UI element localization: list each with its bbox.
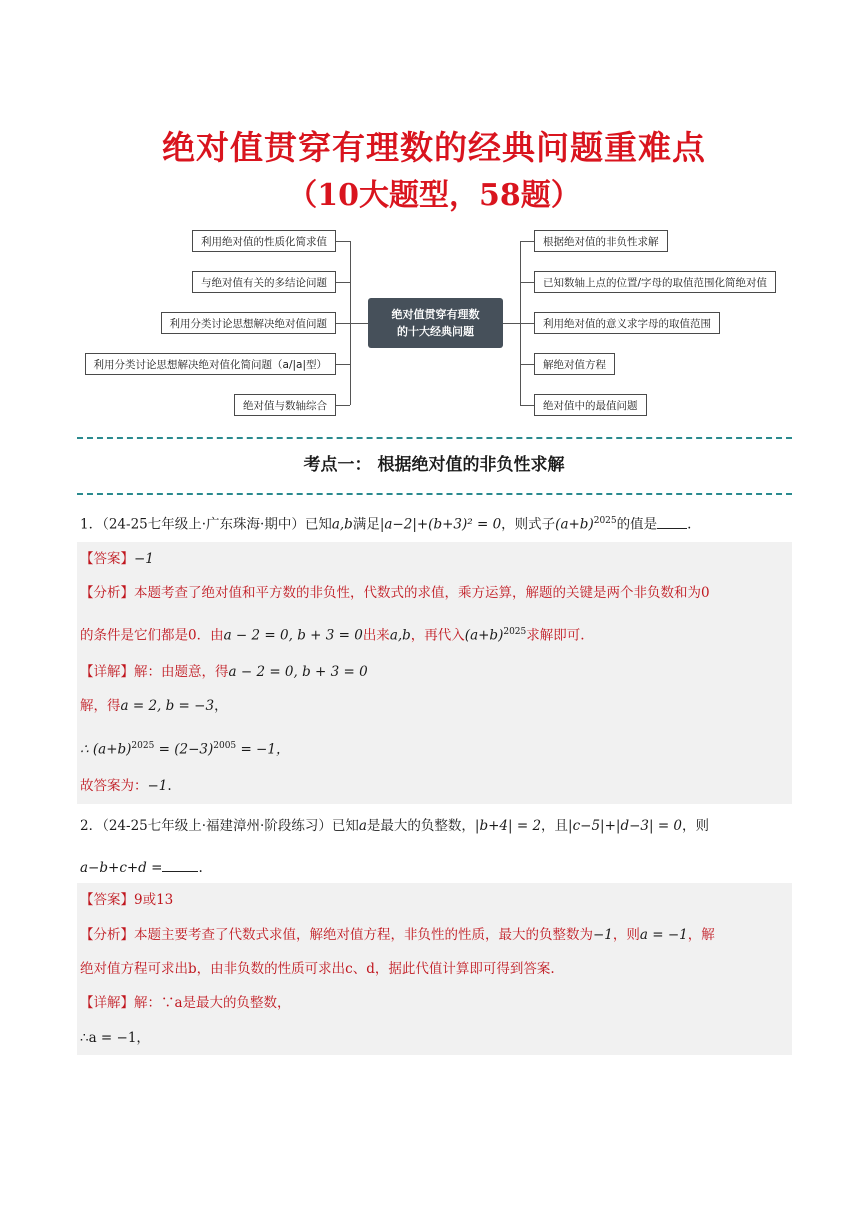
mindmap-right-node-4: 解绝对值方程 [534, 353, 615, 375]
mindmap-left-node-2: 与绝对值有关的多结论问题 [192, 271, 336, 293]
q1-detail-line-3: ∴ $(a+b)^{2025} = (2-3)^{2005} = -1$， [80, 741, 290, 758]
q1-detail-line-1: 【详解】解：由题意，得a − 2 = 0, b + 3 = 0 [80, 664, 368, 680]
question-1: 1．（24-25七年级上·广东珠海·期中）已知a,b满足|a−2|+(b+3)² = 0，则式子$(a+b)^{2025}$的值是 . [80, 516, 692, 533]
mindmap-right-node-3: 利用绝对值的意义求字母的取值范围 [534, 312, 720, 334]
page-title: 绝对值贯穿有理数的经典问题重难点 [162, 128, 706, 167]
section-title: 考点一： 根据绝对值的非负性求解 [303, 455, 565, 475]
mindmap-center-line-2: 的十大经典问题 [397, 325, 474, 338]
q1-analysis-line-1: 【分析】本题考查了绝对值和平方数的非负性，代数式的求值，乘方运算，解题的关键是两个非负数和为0 [80, 585, 710, 601]
q1-answer: 【答案】−1 [80, 551, 154, 567]
q2-analysis-line-2: 绝对值方程可求出b，由非负数的性质可求出c、d，据此代值计算即可得到答案. [80, 961, 555, 977]
q1-detail-line-4: 故答案为：−1. [80, 778, 172, 794]
mindmap-left-node-5: 绝对值与数轴综合 [234, 394, 336, 416]
mindmap-center-line-1: 绝对值贯穿有理数 [391, 308, 480, 321]
question-2-line-2: a−b+c+d = . [80, 860, 203, 876]
q1-detail-line-2: 解，得a = 2, b = −3， [80, 698, 228, 714]
mindmap-left-node-3: 利用分类讨论思想解决绝对值问题 [161, 312, 337, 334]
mindmap-left-node-4: 利用分类讨论思想解决绝对值化简问题（a/|a|型） [85, 353, 336, 375]
mindmap-right-node-2: 已知数轴上点的位置/字母的取值范围化简绝对值 [534, 271, 776, 293]
q2-detail-line-1: 【详解】解：∵a是最大的负整数， [80, 995, 291, 1011]
q2-detail-line-2: ∴a = −1， [80, 1030, 150, 1046]
section-divider-bottom [77, 493, 792, 495]
q1-analysis-line-2: 的条件是它们都是0．由a − 2 = 0, b + 3 = 0出来a,b，再代入$(a+b)^{2025}$求解即可. [80, 627, 585, 644]
page-subtitle: （10大题型，58题） [287, 178, 581, 213]
mindmap-right-node-5: 绝对值中的最值问题 [534, 394, 647, 416]
answer-blank [162, 859, 198, 872]
answer-blank [657, 516, 687, 529]
question-2-line-1: 2．（24-25七年级上·福建漳州·阶段练习）已知a是最大的负整数，|b+4| = 2，且|c−5|+|d−3| = 0，则 [80, 818, 710, 834]
section-divider-top [77, 437, 792, 439]
mindmap-center-node [368, 298, 503, 348]
q2-answer: 【答案】9或13 [80, 892, 174, 908]
mindmap-right-node-1: 根据绝对值的非负性求解 [534, 230, 668, 252]
mindmap-left-node-1: 利用绝对值的性质化简求值 [192, 230, 336, 252]
q2-analysis-line-1: 【分析】本题主要考查了代数式求值，解绝对值方程，非负性的性质，最大的负整数为−1，则a = −1，解 [80, 927, 715, 943]
